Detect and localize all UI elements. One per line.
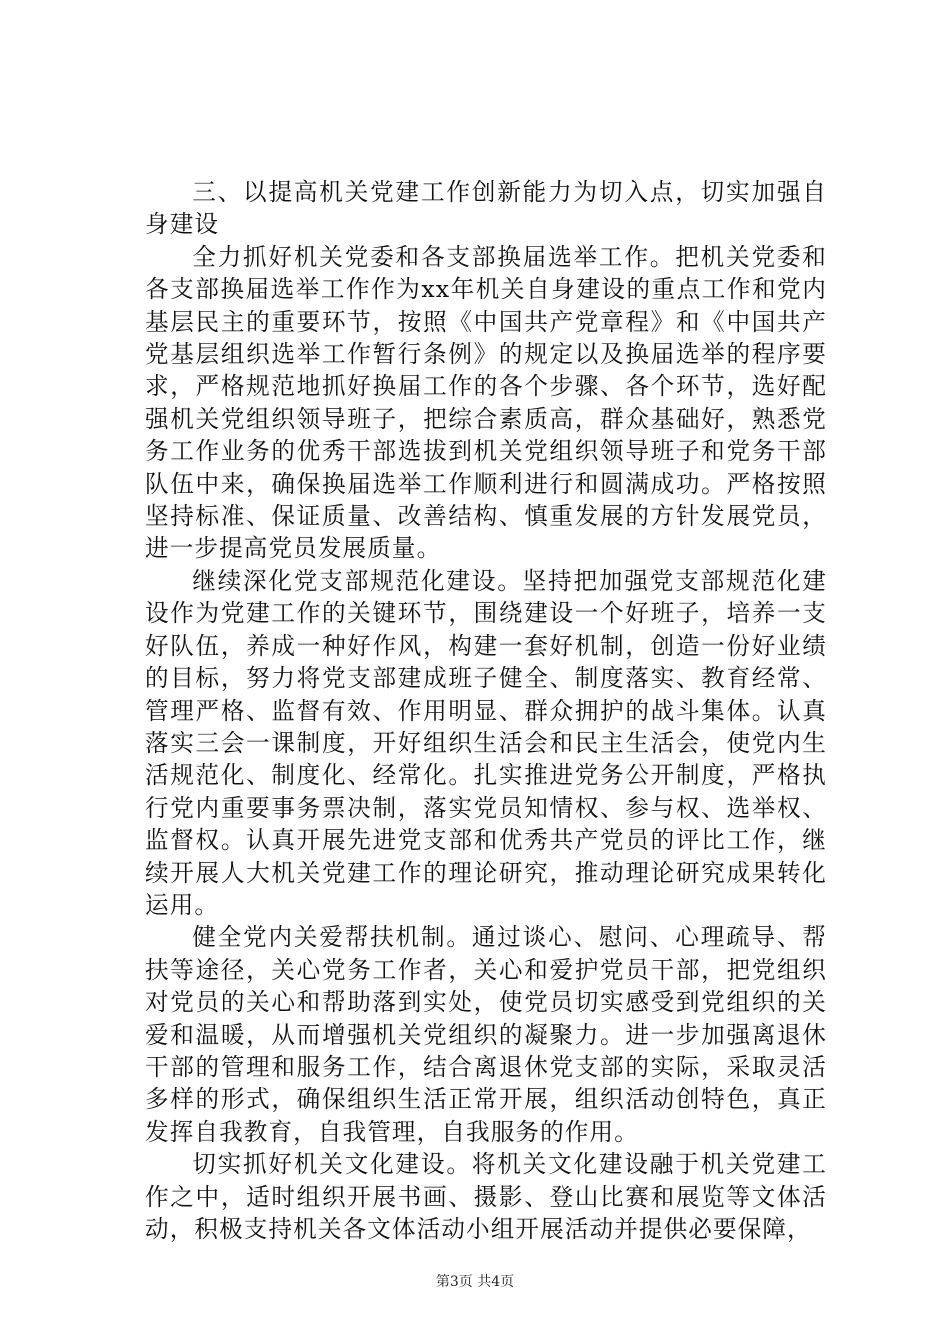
paragraph-care-mechanism: 健全党内关爱帮扶机制。通过谈心、慰问、心理疏导、帮扶等途径，关心党务工作者，关心和爱护党员干部，把党组织对党员的关心和帮助落到实处，使党员切实感受到党组织的关爱和温暖，从而增强机关党组织的凝聚力。进一步加强离退休干部的管理和服务工作，结合离退休党支部的实际，采取灵活多样的形式，确保组织生活正常开展，组织活动创特色，真正发挥自我教育，自我管理，自我服务的作用。 bbox=[145, 923, 827, 1146]
document-body bbox=[145, 176, 827, 1245]
paragraph-election-work: 全力抓好机关党委和各支部换届选举工作。把机关党委和各支部换届选举工作作为xx年机关自身建设的重点工作和党内基层民主的重要环节，按照《中国共产党章程》和《中国共产党基层组织选举工作暂行条例》的规定以及换届选举的程序要求，严格规范地抓好换届工作的各个步骤、各个环节，选好配强机关党组织领导班子，把综合素质高，群众基础好，熟悉党务工作业务的优秀干部选拔到机关党组织领导班子和党务干部队伍中来，确保换届选举工作顺利进行和圆满成功。严格按照坚持标准、保证质量、改善结构、慎重发展的方针发展党员，进一步提高党员发展质量。 bbox=[145, 242, 827, 563]
paragraph-branch-standardization: 继续深化党支部规范化建设。坚持把加强党支部规范化建设作为党建工作的关键环节，围绕建设一个好班子，培养一支好队伍，养成一种好作风，构建一套好机制，创造一份好业绩的目标，努力将党支部建成班子健全、制度落实、教育经常、管理严格、监督有效、作用明显、群众拥护的战斗集体。认真落实三会一课制度，开好组织生活会和民主生活会，使党内生活规范化、制度化、经常化。扎实推进党务公开制度，严格执行党内重要事务票决制，落实党员知情权、参与权、选举权、监督权。认真开展先进党支部和优秀共产党员的评比工作，继续开展人大机关党建工作的理论研究，推动理论研究成果转化运用。 bbox=[145, 566, 827, 919]
page-number-footer: 第3页 共4页 bbox=[435, 1274, 515, 1290]
paragraph-culture-building: 切实抓好机关文化建设。将机关文化建设融于机关党建工作之中，适时组织开展书画、摄影、登山比赛和展览等文体活动，积极支持机关各文体活动小组开展活动并提供必要保障， bbox=[145, 1150, 827, 1243]
section-heading: 三、以提高机关党建工作创新能力为切入点，切实加强自身建设 bbox=[145, 178, 827, 239]
